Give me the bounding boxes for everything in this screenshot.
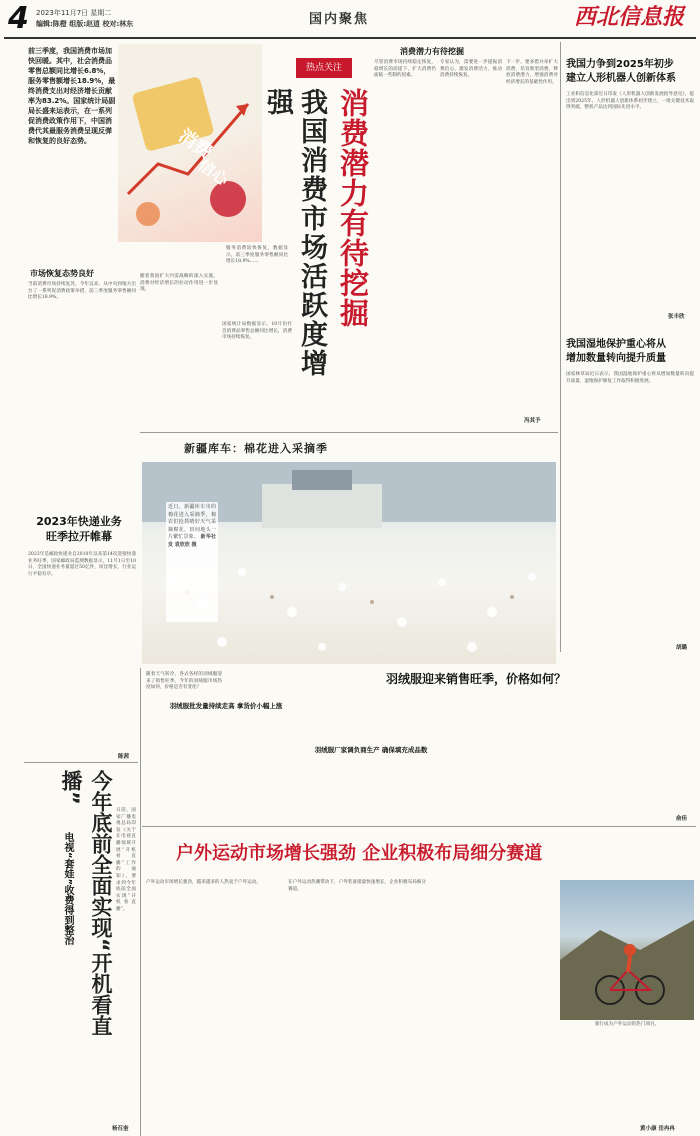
wetland-body: 国家林草局近日表示，我国湿地保护重心将从增加数量转向提升质量，湿地保护修复工作取得积极进展。 [566,372,694,384]
down-body: 随着天气转冷，各式各样的羽绒服迎来了销售旺季。今年的羽绒服市场热度如何，价格是否有变化？ [146,672,222,691]
iptv-body: 日前，国家广播电视总局印发《关于在电视直播领域开展“开机看直播”工作的通知》，要求到今年底前全面实现“开机看直播”。 [116,808,136,912]
outdoor-headline: 户外运动市场增长强劲 企业积极布局细分赛道 [176,843,543,864]
outdoor-body2: 在户外运动热潮带动下，户外装备销量快速增长，企业积极布局细分赛道。 [288,880,426,892]
iptv-byline: 杨召奎 [112,1126,129,1132]
column-divider [560,42,561,652]
overlay-text-consumption: 消费 [174,125,216,164]
section-title: 国内聚焦 [309,12,370,27]
iptv-divider [140,668,141,1136]
robot-byline: 张丰欣 [668,314,685,320]
xinjiang-caption: 近日，新疆库车市的棉花进入采摘季，棉农们抢抓晴好天气采摘棉花，田间地头一片繁忙景象。 新华社发 袁欣欣 摄 [166,502,218,622]
robot-body: 工业和信息化部近日印发《人形机器人创新发展指导意见》，提出到2025年，人形机器人创新体系初步建立，一批关键技术取得突破，整机产品达到国际先进水平。 [566,92,694,111]
main-left-col1: 服务消费较快恢复，数据显示，前三季度服务零售额同比增长18.9%…… [226,246,288,265]
main-headline-line2: 我国消费市场活跃度增强 [262,88,327,378]
main-left-body3: 国家统计局数据显示，10月份社会消费品零售总额同比增长，消费市场持续恢复。 [222,322,292,341]
intro-text: 前三季度，我国消费市场加快回暖。其中，社会消费品零售总额同比增长6.8%，服务零售额增长18.9%，最终消费支出对经济增长贡献率为83.2%。国家统计局副局长盛来运表示，在一系列促消费政策作用下，中国消费代其最服务消费呈现反弹和恢复的良好态势。 [28,47,116,145]
main-right-body3: 下一步，要多措并举扩大消费，培育新型消费，释放消费潜力，增强消费对经济增长的基础性作用。 [506,60,558,85]
down-body-col1 [146,722,294,822]
down-byline: 俞佳 [676,816,688,822]
rule-down-bottom [142,826,696,827]
down-subhead1: 羽绒服批发量持续走高 拿货价小幅上涨 [169,702,283,710]
cycling-graphic [560,880,694,1020]
main-right-body2: 专家认为，需要进一步提振消费信心，激发消费活力，推动消费持续恢复。 [440,60,502,79]
rule-main-bottom [140,432,558,433]
xinjiang-banner [142,436,556,462]
issue-date: 2023年11月7日 星期二 [36,9,112,17]
consumption-illustration [118,44,262,242]
iptv-body-left [28,808,52,1130]
express-body: 2023年是邮政快递业自2010年以来第14次迎接快递业务旺季。国家邮政局监测数据显示，11月1日至10日，全国快递业务量超过50亿件，同比增长，行业运行平稳有序。 [28,552,136,577]
page-number: 4 [8,1,29,36]
express-title: 2023年快递业务 旺季拉开帷幕 [36,515,122,543]
cotton-field-photo [142,462,556,664]
main-headline-line1: 消费潜力有待挖掘 [336,88,370,328]
iptv-title: 今年底前全面实现“开机看直播” [59,770,113,1036]
main-left-body2: 随着我国扩大内需战略的深入实施，消费对经济增长的拉动作用进一步显现。 [140,274,218,293]
subhead-consumption-potential: 消费潜力有待挖掘 [400,47,464,56]
byline-main: 冯其予 [524,418,541,424]
header-rule [4,37,696,39]
hot-topic-tag: 热点关注 [296,58,352,78]
cycling-caption: 骑行成为户外运动的热门项目。 [594,1022,660,1027]
page-header [4,2,696,36]
newspaper-masthead: 西北信息报 [574,5,685,30]
outdoor-body1: 户外运动市场增长强劲，越来越多的人热衷于户外运动。 [146,880,261,885]
main-left-body1: 当前消费市场持续复苏，今年以来，从中央到地方出台了一系列促消费政策举措，前三季度服务零售额同比增长18.9%。 [28,282,136,301]
down-title: 羽绒服迎来销售旺季，价格如何？ [386,672,567,686]
rule-express [24,762,138,763]
robot-title: 我国力争到2025年初步 建立人形机器人创新体系 [566,59,676,84]
subhead-market-recovery: 市场恢复态势良好 [30,269,94,278]
down-subhead2: 羽绒服厂家调负商生产 确保填充成品数 [314,746,428,754]
xinjiang-title: 新疆库车：棉花进入采摘季 [184,442,328,455]
editors-line: 编辑:陈橙 组版:赵逍 校对:林东 [36,20,134,28]
cycling-photo [560,880,694,1020]
down-body-col2 [300,696,440,822]
main-right-body1: 尽管消费市场持续稳定恢复，稳增长的前提下，扩大消费仍面临一些制约因素。 [374,60,436,79]
iptv-subtitle: 电视“套娃”收费得到整治 [62,832,73,946]
outdoor-byline: 黄小康 岳冉冉 [640,1126,675,1132]
express-byline: 陈茜 [118,754,130,760]
outdoor-body3 [430,880,556,1130]
wetland-title: 我国湿地保护重心将从 增加数量转向提升质量 [566,339,666,364]
wetland-byline: 胡璐 [676,645,688,651]
overlay-text-confidence: 信心 [194,155,232,190]
outdoor-body4 [560,1036,694,1124]
down-body-col3 [446,696,550,822]
